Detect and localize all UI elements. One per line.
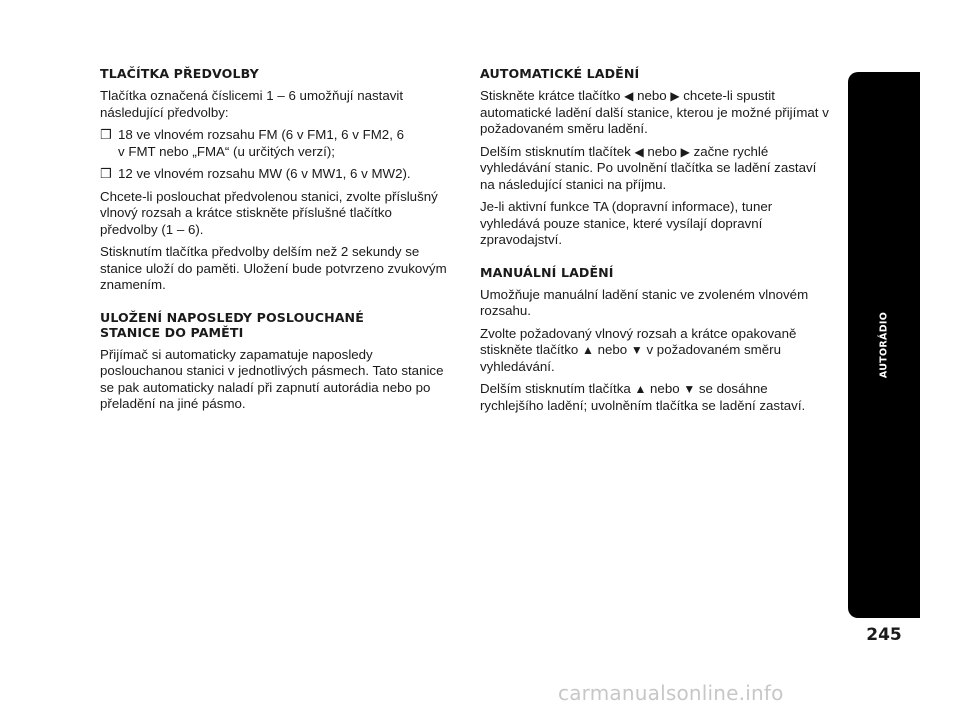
left-column bbox=[100, 66, 450, 419]
right-arrow-icon: ▶ bbox=[670, 89, 680, 103]
paragraph: Je-li aktivní funkce TA (dopravní informace), tuner vyhledává pouze stanice, které vysílají dopravní zpravodajství. bbox=[480, 199, 773, 247]
paragraph: Delším stisknutím tlačítek ◀ nebo ▶ začne rychlé vyhledávání stanic. Po uvolnění tlačítka se ladění zastaví na následující stanici na příjmu. bbox=[480, 143, 817, 192]
chapter-side-tab bbox=[848, 72, 920, 618]
watermark: carmanualsonline.info bbox=[558, 681, 784, 705]
chapter-tab-label: AUTORÁDIO bbox=[878, 311, 890, 379]
paragraph: Přijímač si automaticky zapamatuje naposledy poslouchanou stanici v jednotlivých pásmech. Tato stanice se pak automaticky naladí při zapnutí autorádia nebo po přeladění na jiné pásmo. bbox=[100, 346, 444, 411]
section-heading-auto-tuning: AUTOMATICKÉ LADĚNÍ bbox=[480, 66, 640, 81]
list-item-text: 12 ve vlnovém rozsahu MW (6 v MW1, 6 v MW2). bbox=[118, 166, 411, 181]
section-heading-last-station: ULOŽENÍ NAPOSLEDY POSLOUCHANÉ STANICE DO PAMĚTI bbox=[100, 309, 364, 340]
list-item-text: 18 ve vlnovém rozsahu FM (6 v FM1, 6 v FM2, 6 v FMT nebo „FMA“ (u určitých verzí); bbox=[118, 127, 404, 159]
checkbox-bullet-icon: ❒ bbox=[100, 127, 112, 142]
left-arrow-icon: ◀ bbox=[634, 144, 644, 159]
right-arrow-icon: ▶ bbox=[680, 144, 690, 159]
paragraph: Chcete-li poslouchat předvolenou stanici, zvolte příslušný vlnový rozsah a krátce stiskněte příslušné tlačítko předvolby (1 – 6). bbox=[100, 188, 438, 237]
paragraph: Stisknutím tlačítka předvolby delším než 2 sekundy se stanice uloží do paměti. Uložení bude potvrzeno zvukovým znamením. bbox=[100, 244, 447, 292]
list-item bbox=[100, 127, 450, 160]
paragraph: Zvolte požadovaný vlnový rozsah a krátce opakovaně stiskněte tlačítko ▲ nebo ▼ v požadovaném směru vyhledávání. bbox=[480, 325, 797, 374]
paragraph: Delším stisknutím tlačítka ▲ nebo ▼ se dosáhne rychlejšího ladění; uvolněním tlačítka se ladění zastaví. bbox=[480, 381, 806, 413]
right-column bbox=[480, 66, 830, 420]
up-arrow-icon: ▲ bbox=[582, 343, 594, 357]
page-number: 245 bbox=[866, 625, 902, 645]
paragraph: Tlačítka označená číslicemi 1 – 6 umožňují nastavit následující předvolby: bbox=[100, 88, 404, 120]
checkbox-bullet-icon: ❒ bbox=[100, 166, 112, 181]
up-arrow-icon: ▲ bbox=[634, 382, 647, 396]
down-arrow-icon: ▼ bbox=[630, 343, 643, 357]
paragraph: Stiskněte krátce tlačítko ◀ nebo ▶ chcete-li spustit automatické ladění další stanice, kterou je možné přijímat v požadovaném směru ladění. bbox=[480, 88, 829, 136]
list-item bbox=[100, 166, 450, 183]
down-arrow-icon: ▼ bbox=[683, 382, 696, 396]
section-heading-manual-tuning: MANUÁLNÍ LADĚNÍ bbox=[480, 264, 614, 280]
section-heading-preset-buttons: TLAČÍTKA PŘEDVOLBY bbox=[100, 66, 259, 81]
left-arrow-icon: ◀ bbox=[624, 89, 634, 103]
paragraph: Umožňuje manuální ladění stanic ve zvoleném vlnovém rozsahu. bbox=[480, 286, 809, 318]
